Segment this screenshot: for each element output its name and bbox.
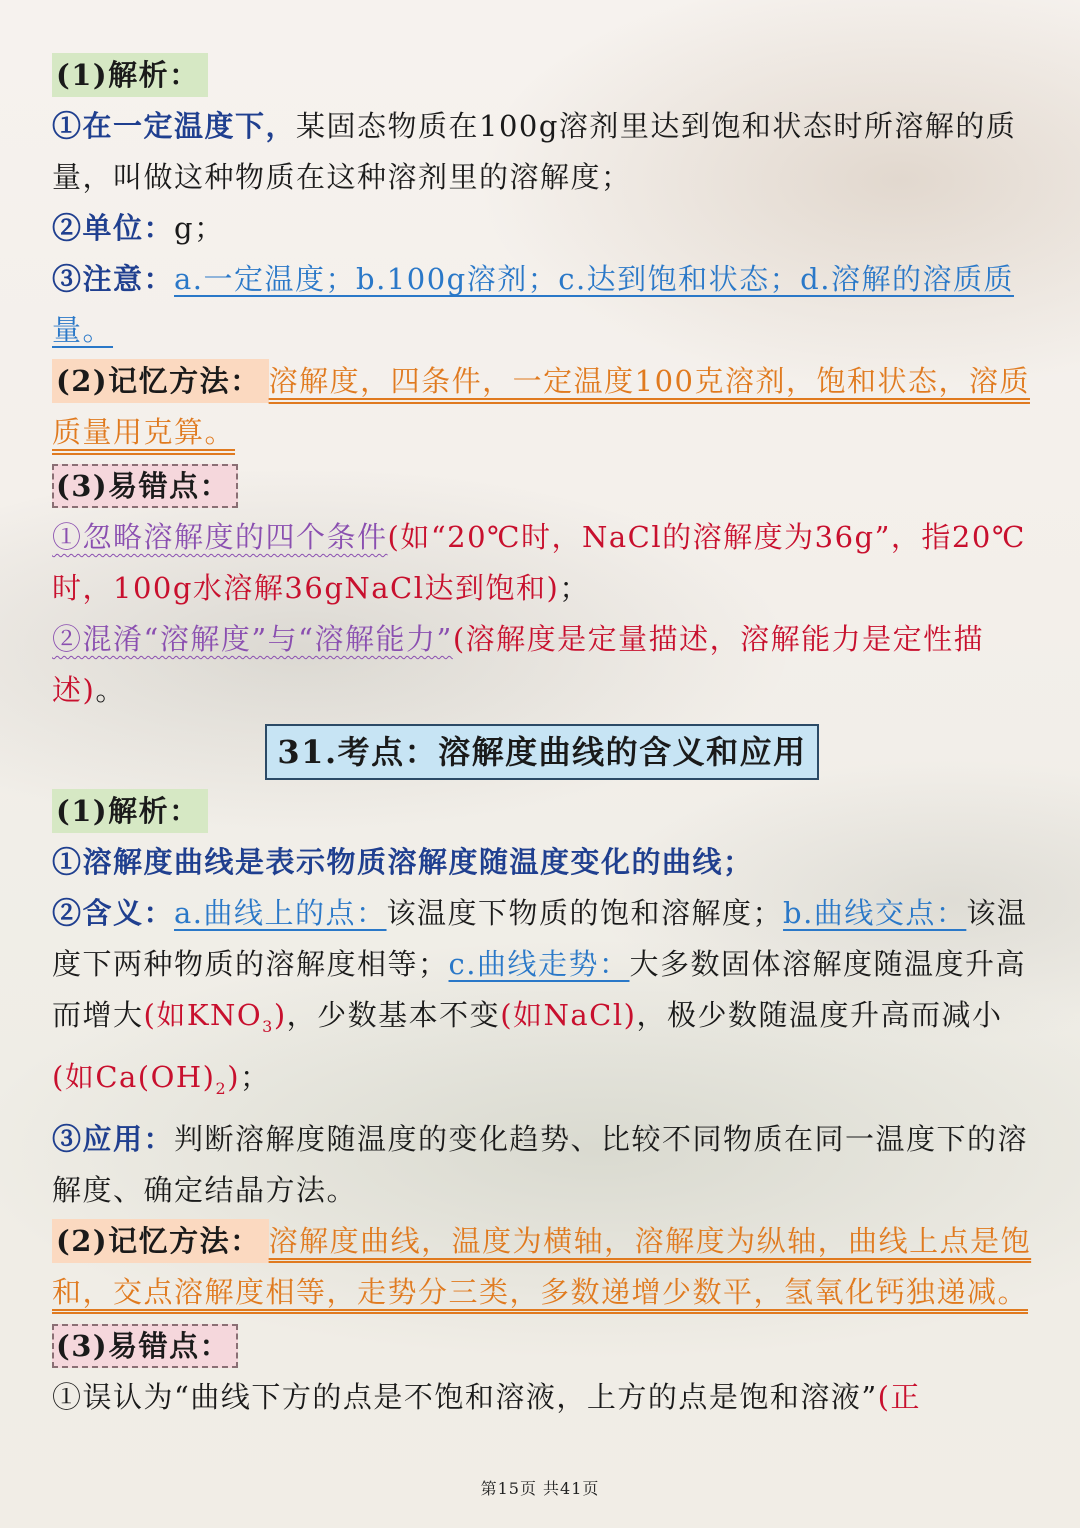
meaning-label: ②含义： bbox=[52, 896, 175, 930]
unit-label: ②单位： bbox=[52, 211, 175, 245]
example-text: ) bbox=[227, 1059, 241, 1094]
pitfall-1-text: ①误认为“曲线下方的点是不饱和溶液，上方的点是饱和溶液” bbox=[52, 1379, 878, 1414]
pitfall-heading: (3)易错点： bbox=[52, 1324, 238, 1368]
example-nacl: (如NaCl) bbox=[500, 998, 637, 1032]
memory-paragraph bbox=[52, 1216, 1032, 1318]
example-caoh2 bbox=[52, 1059, 241, 1098]
memory-text: 溶解度曲线，温度为横轴，溶解度为纵轴，曲线上点是饱和，交点溶解度相等，走势分三类，多数递增少数平，氢氧化钙独递减。 bbox=[52, 1223, 1032, 1309]
point-on-curve-label: a.曲线上的点： bbox=[174, 896, 387, 930]
notice-label: ③注意： bbox=[52, 262, 175, 296]
document-page bbox=[52, 50, 1032, 1423]
section-title: 31.考点：溶解度曲线的含义和应用 bbox=[265, 724, 818, 780]
subscript: 3 bbox=[262, 1016, 274, 1036]
definition-emphasis: ①在一定温度下， bbox=[52, 109, 297, 143]
punctuation: ； bbox=[559, 571, 590, 605]
application-paragraph bbox=[52, 1114, 1032, 1216]
page-number: 第15页 共41页 bbox=[480, 1479, 600, 1498]
meaning-text: ，极少数随温度升高而减小 bbox=[636, 998, 1003, 1032]
intersection-label: b.曲线交点： bbox=[783, 896, 967, 930]
pitfall-item-1 bbox=[52, 512, 1032, 614]
notice-text: a.一定温度；b.100g溶剂；c.达到饱和状态；d.溶解的溶质质量。 bbox=[52, 262, 1014, 347]
unit-paragraph bbox=[52, 203, 1032, 254]
notice-paragraph bbox=[52, 254, 1032, 356]
example-text: ) bbox=[273, 998, 287, 1032]
trend-label: c.曲线走势： bbox=[448, 947, 630, 981]
pitfall-heading: (3)易错点： bbox=[52, 464, 238, 508]
curve-definition: ①溶解度曲线是表示物质溶解度随温度变化的曲线； bbox=[52, 845, 754, 879]
punctuation: ； bbox=[240, 1059, 271, 1094]
example-kno3 bbox=[143, 998, 287, 1036]
analysis-heading: (1)解析： bbox=[52, 789, 208, 833]
application-label: ③应用： bbox=[52, 1121, 175, 1156]
meaning-text: ，少数基本不变 bbox=[286, 998, 501, 1032]
definition-text: 某固态物质在100g溶剂里达到饱和状态时所溶解的质量，叫做这种物质在这种溶剂里的溶解度； bbox=[52, 109, 1017, 194]
analysis-heading: (1)解析： bbox=[52, 53, 208, 97]
unit-value: g； bbox=[174, 211, 225, 245]
meaning-text: 该温度下两种物质的溶解度相等； bbox=[52, 896, 1028, 981]
memory-text: 溶解度，四条件，一定温度100克溶剂，饱和状态，溶质质量用克算。 bbox=[52, 364, 1030, 449]
memory-heading: (2)记忆方法： bbox=[52, 359, 269, 403]
punctuation: 。 bbox=[95, 673, 126, 707]
application-text: 判断溶解度随温度的变化趋势、比较不同物质在同一温度下的溶解度、确定结晶方法。 bbox=[52, 1121, 1029, 1207]
pitfall-1-note: (如“20℃时，NaCl的溶解度为36g”，指20℃时，100g水溶解36gNaCl达到饱和) bbox=[52, 520, 1026, 605]
meaning-text: 该温度下物质的饱和溶解度； bbox=[386, 896, 784, 930]
meaning-paragraph bbox=[52, 888, 1032, 1114]
subscript: 2 bbox=[215, 1078, 228, 1098]
meaning-text: 大多数固体溶解度随温度升高而增大 bbox=[52, 947, 1026, 1032]
pitfall-2-label: ②混淆“溶解度”与“溶解能力” bbox=[52, 622, 453, 656]
pitfall-item-2 bbox=[52, 614, 1032, 716]
pitfall-item-1 bbox=[52, 1372, 1032, 1423]
pitfall-2-note: (溶解度是定量描述，溶解能力是定性描述) bbox=[52, 622, 985, 707]
example-text: (如KNO bbox=[143, 998, 263, 1032]
pitfall-1-label: ①忽略溶解度的四个条件 bbox=[52, 520, 388, 554]
memory-paragraph bbox=[52, 356, 1032, 458]
pitfall-1-note: (正 bbox=[877, 1379, 921, 1414]
definition-paragraph bbox=[52, 101, 1032, 203]
example-text: (如Ca(OH) bbox=[52, 1059, 216, 1094]
memory-heading: (2)记忆方法： bbox=[52, 1219, 269, 1263]
